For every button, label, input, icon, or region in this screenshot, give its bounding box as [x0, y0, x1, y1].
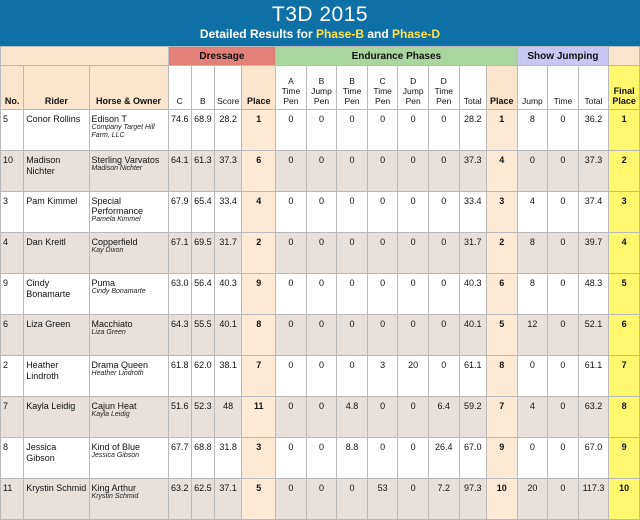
cell-final-place: 4: [609, 233, 640, 274]
owner-name: Heather Lindroth: [91, 370, 144, 377]
horse-name: Kind of Blue: [91, 442, 141, 452]
cell-d-jump-pen: 0: [398, 274, 429, 315]
cell-sj-jump: 0: [517, 356, 548, 397]
cell-d-jump-pen: 0: [398, 151, 429, 192]
cell-d-jump-pen: 20: [398, 356, 429, 397]
col-d-jump-pen: D Jump Pen: [398, 66, 429, 110]
cell-sj-jump: 0: [517, 438, 548, 479]
cell-dressage-c: 67.1: [168, 233, 191, 274]
cell-sj-total: 67.0: [578, 438, 609, 479]
horse-name: King Arthur: [91, 483, 137, 493]
cell-dressage-b: 62.0: [191, 356, 214, 397]
cell-a-time-pen: 0: [276, 356, 307, 397]
cell-endurance-place: 1: [486, 110, 517, 151]
cell-horse-owner: [89, 479, 168, 520]
cell-endurance-total: 33.4: [459, 192, 486, 233]
subtitle-prefix: Detailed Results for: [199, 27, 313, 41]
col-sj-jump: Jump: [517, 66, 548, 110]
cell-dressage-b: 55.5: [191, 315, 214, 356]
cell-dressage-b: 69.5: [191, 233, 214, 274]
cell-rider: [24, 397, 89, 438]
cell-b-time-pen: 0: [337, 356, 368, 397]
cell-a-time-pen: 0: [276, 192, 307, 233]
cell-endurance-total: 97.3: [459, 479, 486, 520]
horse-name: Macchiato: [91, 319, 133, 329]
rider-name: Kayla Leidig: [26, 401, 76, 411]
cell-a-time-pen: 0: [276, 274, 307, 315]
col-endurance-place: Place: [486, 66, 517, 110]
horse-name: Special Performance: [91, 196, 144, 216]
cell-horse-owner: [89, 110, 168, 151]
cell-b-time-pen: 0: [337, 151, 368, 192]
cell-sj-total: 117.3: [578, 479, 609, 520]
cell-b-jump-pen: 0: [306, 479, 337, 520]
cell-c-time-pen: 0: [367, 233, 398, 274]
cell-dressage-place: 11: [242, 397, 276, 438]
cell-dressage-score: 31.8: [214, 438, 241, 479]
cell-dressage-place: 9: [242, 274, 276, 315]
col-rider: Rider: [24, 66, 89, 110]
cell-sj-time: 0: [548, 438, 579, 479]
cell-d-time-pen: 0: [428, 274, 459, 315]
cell-rider: [24, 274, 89, 315]
cell-sj-time: 0: [548, 110, 579, 151]
cell-sj-jump: 20: [517, 479, 548, 520]
cell-horse-owner: [89, 356, 168, 397]
horse-name: Sterling Varvatos: [91, 155, 160, 165]
table-row[interactable]: [1, 479, 640, 520]
owner-name: Liza Green: [91, 329, 126, 336]
cell-endurance-total: 61.1: [459, 356, 486, 397]
cell-no: 3: [1, 192, 24, 233]
cell-c-time-pen: 0: [367, 151, 398, 192]
cell-sj-time: 0: [548, 192, 579, 233]
cell-endurance-place: 5: [486, 315, 517, 356]
cell-endurance-place: 6: [486, 274, 517, 315]
group-header-row: [1, 47, 640, 66]
cell-dressage-score: 40.1: [214, 315, 241, 356]
owner-name: Krystin Schmid: [91, 493, 139, 500]
cell-sj-time: 0: [548, 479, 579, 520]
cell-b-jump-pen: 0: [306, 356, 337, 397]
rider-name: Heather Lindroth: [26, 360, 59, 381]
rider-name: Conor Rollins: [26, 114, 81, 124]
cell-dressage-c: 63.2: [168, 479, 191, 520]
cell-final-place: 2: [609, 151, 640, 192]
cell-b-jump-pen: 0: [306, 274, 337, 315]
cell-horse-owner: [89, 438, 168, 479]
rider-name: Jessica Gibson: [26, 442, 57, 463]
cell-no: 7: [1, 397, 24, 438]
cell-a-time-pen: 0: [276, 233, 307, 274]
owner-name: Cindy Bonamarte: [91, 288, 146, 295]
cell-sj-total: 52.1: [578, 315, 609, 356]
cell-dressage-place: 7: [242, 356, 276, 397]
cell-d-time-pen: 26.4: [428, 438, 459, 479]
cell-b-time-pen: 8.8: [337, 438, 368, 479]
cell-c-time-pen: 3: [367, 356, 398, 397]
cell-dressage-score: 48: [214, 397, 241, 438]
cell-sj-jump: 0: [517, 151, 548, 192]
column-header-row: [1, 66, 640, 110]
cell-b-time-pen: 0: [337, 479, 368, 520]
cell-d-jump-pen: 0: [398, 233, 429, 274]
cell-rider: [24, 110, 89, 151]
col-b-jump-pen: B Jump Pen: [306, 66, 337, 110]
cell-dressage-score: 28.2: [214, 110, 241, 151]
col-dressage-b: B: [191, 66, 214, 110]
cell-b-jump-pen: 0: [306, 151, 337, 192]
cell-d-jump-pen: 0: [398, 397, 429, 438]
cell-endurance-place: 10: [486, 479, 517, 520]
cell-endurance-place: 2: [486, 233, 517, 274]
cell-c-time-pen: 0: [367, 438, 398, 479]
cell-d-time-pen: 0: [428, 151, 459, 192]
cell-sj-total: 48.3: [578, 274, 609, 315]
col-final-place: Final Place: [609, 66, 640, 110]
horse-name: Puma: [91, 278, 116, 288]
cell-no: 4: [1, 233, 24, 274]
cell-sj-time: 0: [548, 397, 579, 438]
cell-endurance-total: 40.3: [459, 274, 486, 315]
cell-endurance-total: 67.0: [459, 438, 486, 479]
cell-sj-jump: 8: [517, 233, 548, 274]
group-show-jumping: Show Jumping: [517, 47, 609, 66]
cell-sj-time: 0: [548, 356, 579, 397]
col-a-time-pen: A Time Pen: [276, 66, 307, 110]
cell-c-time-pen: 0: [367, 192, 398, 233]
cell-dressage-score: 37.1: [214, 479, 241, 520]
cell-b-time-pen: 0: [337, 233, 368, 274]
cell-dressage-b: 61.3: [191, 151, 214, 192]
table-row[interactable]: [1, 110, 640, 151]
cell-c-time-pen: 0: [367, 397, 398, 438]
cell-dressage-c: 51.6: [168, 397, 191, 438]
cell-d-jump-pen: 0: [398, 438, 429, 479]
phase-d-label: Phase-D: [392, 27, 441, 41]
cell-b-jump-pen: 0: [306, 315, 337, 356]
cell-dressage-place: 6: [242, 151, 276, 192]
cell-dressage-c: 64.3: [168, 315, 191, 356]
cell-dressage-b: 68.8: [191, 438, 214, 479]
col-dressage-c: C: [168, 66, 191, 110]
cell-b-jump-pen: 0: [306, 233, 337, 274]
col-endurance-total: Total: [459, 66, 486, 110]
cell-endurance-total: 37.3: [459, 151, 486, 192]
cell-c-time-pen: 0: [367, 110, 398, 151]
col-dressage-place: Place: [242, 66, 276, 110]
cell-d-time-pen: 6.4: [428, 397, 459, 438]
cell-sj-time: 0: [548, 151, 579, 192]
cell-a-time-pen: 0: [276, 151, 307, 192]
rider-name: Madison Nichter: [26, 155, 61, 176]
cell-dressage-c: 61.8: [168, 356, 191, 397]
cell-dressage-place: 3: [242, 438, 276, 479]
cell-d-time-pen: 0: [428, 233, 459, 274]
col-b-time-pen: B Time Pen: [337, 66, 368, 110]
cell-dressage-b: 56.4: [191, 274, 214, 315]
cell-endurance-total: 40.1: [459, 315, 486, 356]
cell-dressage-b: 68.9: [191, 110, 214, 151]
table-row[interactable]: [1, 233, 640, 274]
results-table: [0, 46, 640, 520]
cell-b-time-pen: 0: [337, 192, 368, 233]
cell-dressage-score: 40.3: [214, 274, 241, 315]
cell-final-place: 9: [609, 438, 640, 479]
rider-name: Dan Kreitl: [26, 237, 66, 247]
cell-rider: [24, 151, 89, 192]
cell-b-time-pen: 0: [337, 274, 368, 315]
cell-final-place: 7: [609, 356, 640, 397]
cell-c-time-pen: 0: [367, 274, 398, 315]
cell-sj-jump: 8: [517, 110, 548, 151]
owner-name: Kayla Leidig: [91, 411, 130, 418]
cell-endurance-total: 31.7: [459, 233, 486, 274]
cell-no: 10: [1, 151, 24, 192]
cell-horse-owner: [89, 397, 168, 438]
cell-sj-time: 0: [548, 315, 579, 356]
group-endurance: Endurance Phases: [276, 47, 517, 66]
cell-sj-time: 0: [548, 233, 579, 274]
cell-d-jump-pen: 0: [398, 110, 429, 151]
table-row[interactable]: [1, 274, 640, 315]
cell-dressage-place: 5: [242, 479, 276, 520]
owner-name: Madison Nichter: [91, 165, 143, 172]
cell-endurance-place: 8: [486, 356, 517, 397]
cell-dressage-score: 33.4: [214, 192, 241, 233]
cell-dressage-c: 64.1: [168, 151, 191, 192]
cell-b-jump-pen: 0: [306, 110, 337, 151]
cell-final-place: 5: [609, 274, 640, 315]
cell-sj-total: 61.1: [578, 356, 609, 397]
cell-dressage-place: 1: [242, 110, 276, 151]
cell-sj-time: 0: [548, 274, 579, 315]
cell-dressage-c: 63.0: [168, 274, 191, 315]
cell-sj-total: 39.7: [578, 233, 609, 274]
cell-dressage-c: 67.7: [168, 438, 191, 479]
cell-no: 6: [1, 315, 24, 356]
cell-a-time-pen: 0: [276, 110, 307, 151]
table-row[interactable]: [1, 151, 640, 192]
cell-no: 9: [1, 274, 24, 315]
horse-name: Drama Queen: [91, 360, 149, 370]
cell-rider: [24, 315, 89, 356]
cell-d-time-pen: 0: [428, 110, 459, 151]
cell-rider: [24, 356, 89, 397]
cell-horse-owner: [89, 192, 168, 233]
cell-dressage-c: 74.6: [168, 110, 191, 151]
cell-endurance-place: 3: [486, 192, 517, 233]
cell-final-place: 8: [609, 397, 640, 438]
owner-name: Jessica Gibson: [91, 452, 139, 459]
owner-name: Kay Dixon: [91, 247, 124, 254]
cell-b-time-pen: 4.8: [337, 397, 368, 438]
cell-no: 11: [1, 479, 24, 520]
cell-c-time-pen: 0: [367, 315, 398, 356]
rider-name: Pam Kimmel: [26, 196, 78, 206]
cell-b-time-pen: 0: [337, 315, 368, 356]
cell-c-time-pen: 53: [367, 479, 398, 520]
table-row[interactable]: [1, 397, 640, 438]
group-final-blank: [609, 47, 640, 66]
cell-endurance-total: 59.2: [459, 397, 486, 438]
cell-final-place: 1: [609, 110, 640, 151]
rider-name: Cindy Bonamarte: [26, 278, 71, 299]
table-row[interactable]: [1, 438, 640, 479]
cell-d-jump-pen: 0: [398, 192, 429, 233]
cell-sj-total: 63.2: [578, 397, 609, 438]
cell-endurance-total: 28.2: [459, 110, 486, 151]
cell-sj-total: 36.2: [578, 110, 609, 151]
cell-horse-owner: [89, 151, 168, 192]
cell-sj-jump: 8: [517, 274, 548, 315]
cell-final-place: 6: [609, 315, 640, 356]
cell-rider: [24, 479, 89, 520]
owner-name: Pamela Kimmel: [91, 216, 141, 223]
page-title: T3D 2015: [271, 3, 369, 26]
col-horse-owner: Horse & Owner: [89, 66, 168, 110]
cell-sj-total: 37.4: [578, 192, 609, 233]
cell-rider: [24, 192, 89, 233]
cell-no: 5: [1, 110, 24, 151]
cell-sj-total: 37.3: [578, 151, 609, 192]
page-subtitle: [0, 27, 640, 41]
cell-endurance-place: 7: [486, 397, 517, 438]
cell-final-place: 10: [609, 479, 640, 520]
col-dressage-score: Score: [214, 66, 241, 110]
cell-sj-jump: 12: [517, 315, 548, 356]
col-sj-time: Time: [548, 66, 579, 110]
cell-final-place: 3: [609, 192, 640, 233]
cell-endurance-place: 4: [486, 151, 517, 192]
group-blank: [1, 47, 169, 66]
cell-sj-jump: 4: [517, 397, 548, 438]
cell-sj-jump: 4: [517, 192, 548, 233]
col-sj-total: Total: [578, 66, 609, 110]
cell-dressage-score: 37.3: [214, 151, 241, 192]
cell-a-time-pen: 0: [276, 438, 307, 479]
cell-dressage-score: 38.1: [214, 356, 241, 397]
cell-horse-owner: [89, 233, 168, 274]
group-dressage: Dressage: [168, 47, 276, 66]
results-body: [1, 110, 640, 520]
cell-dressage-place: 4: [242, 192, 276, 233]
phase-b-label: Phase-B: [315, 27, 364, 41]
cell-dressage-score: 31.7: [214, 233, 241, 274]
cell-dressage-place: 2: [242, 233, 276, 274]
horse-name: Edison T: [91, 114, 127, 124]
cell-b-jump-pen: 0: [306, 192, 337, 233]
owner-name: Company Target Hill Farm, LLC: [91, 124, 155, 139]
cell-d-jump-pen: 0: [398, 315, 429, 356]
col-c-time-pen: C Time Pen: [367, 66, 398, 110]
cell-a-time-pen: 0: [276, 479, 307, 520]
cell-b-jump-pen: 0: [306, 438, 337, 479]
horse-name: Cajun Heat: [91, 401, 137, 411]
table-row[interactable]: [1, 315, 640, 356]
cell-endurance-place: 9: [486, 438, 517, 479]
cell-dressage-b: 52.3: [191, 397, 214, 438]
cell-a-time-pen: 0: [276, 315, 307, 356]
horse-name: Copperfield: [91, 237, 138, 247]
cell-dressage-b: 65.4: [191, 192, 214, 233]
table-row[interactable]: [1, 356, 640, 397]
cell-d-time-pen: 0: [428, 315, 459, 356]
rider-name: Krystin Schmid: [26, 483, 87, 493]
cell-d-jump-pen: 0: [398, 479, 429, 520]
cell-d-time-pen: 0: [428, 356, 459, 397]
cell-horse-owner: [89, 315, 168, 356]
cell-no: 8: [1, 438, 24, 479]
cell-dressage-b: 62.5: [191, 479, 214, 520]
cell-d-time-pen: 7.2: [428, 479, 459, 520]
cell-b-time-pen: 0: [337, 110, 368, 151]
col-no: No.: [1, 66, 24, 110]
cell-dressage-c: 67.9: [168, 192, 191, 233]
subtitle-conj: and: [367, 27, 389, 41]
cell-rider: [24, 233, 89, 274]
cell-d-time-pen: 0: [428, 192, 459, 233]
cell-dressage-place: 8: [242, 315, 276, 356]
cell-a-time-pen: 0: [276, 397, 307, 438]
cell-horse-owner: [89, 274, 168, 315]
cell-rider: [24, 438, 89, 479]
rider-name: Liza Green: [26, 319, 71, 329]
cell-b-jump-pen: 0: [306, 397, 337, 438]
col-d-time-pen: D Time Pen: [428, 66, 459, 110]
title-banner: [0, 0, 640, 46]
table-row[interactable]: [1, 192, 640, 233]
cell-no: 2: [1, 356, 24, 397]
